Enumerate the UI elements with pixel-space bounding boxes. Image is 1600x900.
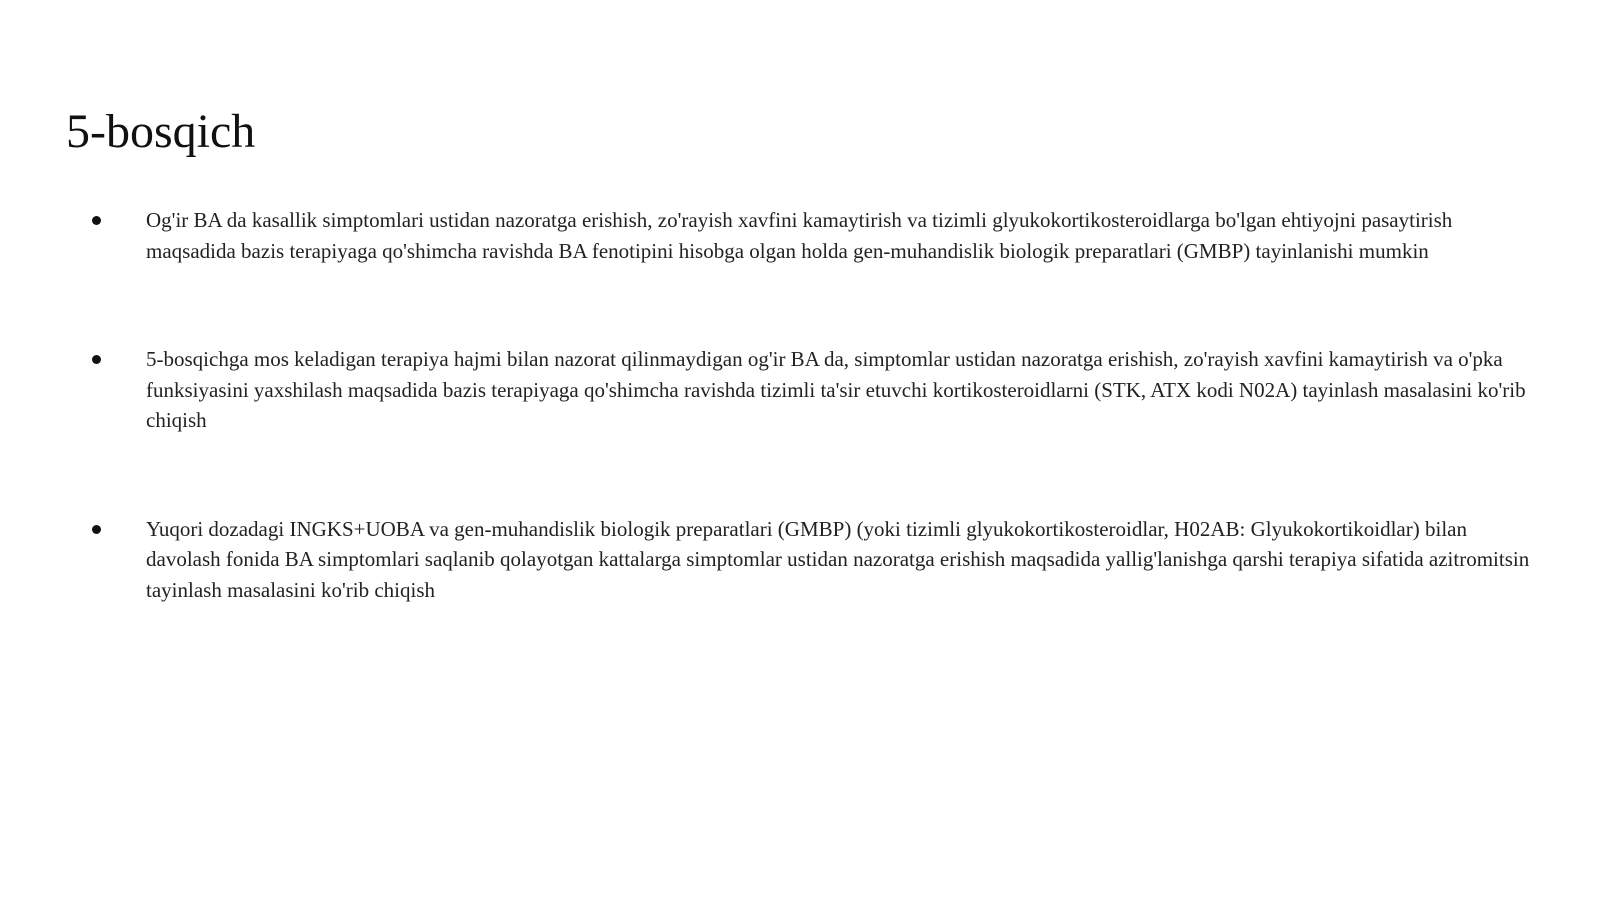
bullet-dot-icon	[92, 216, 101, 225]
bullet-list	[0, 205, 1600, 605]
slide-title: 5-bosqich	[66, 105, 256, 158]
bullet-text: Og'ir BA da kasallik simptomlari ustidan nazoratga erishish, zo'rayish xavfini kamaytirish va tizimli glyukokortikosteroidlarga bo'lgan ehtiyojni pasaytirish maqsadida bazis terapiyaga qo'shimcha ravishda BA fenotipini hisobga olgan holda gen-muhandislik biologik preparatlari (GMBP) tayinlanishi mumkin	[146, 208, 1453, 263]
bullet-text: Yuqori dozadagi INGKS+UOBA va gen-muhandislik biologik preparatlari (GMBP) (yoki tizimli glyukokortikosteroidlar, H02AB: Glyukokortikoidlar) bilan davolash fonida BA simptomlari saqlanib qolayotgan kattalarga simptomlar ustidan nazoratga erishish maqsadida yallig'lanishga qarshi terapiya sifatida azitromitsin tayinlash masalasini ko'rib chiqish	[146, 516, 1530, 602]
bullet-dot-icon	[92, 525, 101, 534]
bullet-item	[0, 344, 1600, 436]
bullet-dot-icon	[92, 355, 101, 364]
bullet-item	[0, 205, 1600, 266]
bullet-text: 5-bosqichga mos keladigan terapiya hajmi bilan nazorat qilinmaydigan og'ir BA da, simptomlar ustidan nazoratga erishish, zo'rayish xavfini kamaytirish va o'pka funksiyasini yaxshilash maqsadida bazis terapiyaga qo'shimcha ravishda tizimli ta'sir etuvchi kortikosteroidlarni (STK, ATX kodi N02A) tayinlash masalasini ko'rib chiqish	[146, 347, 1526, 432]
bullet-item	[0, 514, 1600, 606]
